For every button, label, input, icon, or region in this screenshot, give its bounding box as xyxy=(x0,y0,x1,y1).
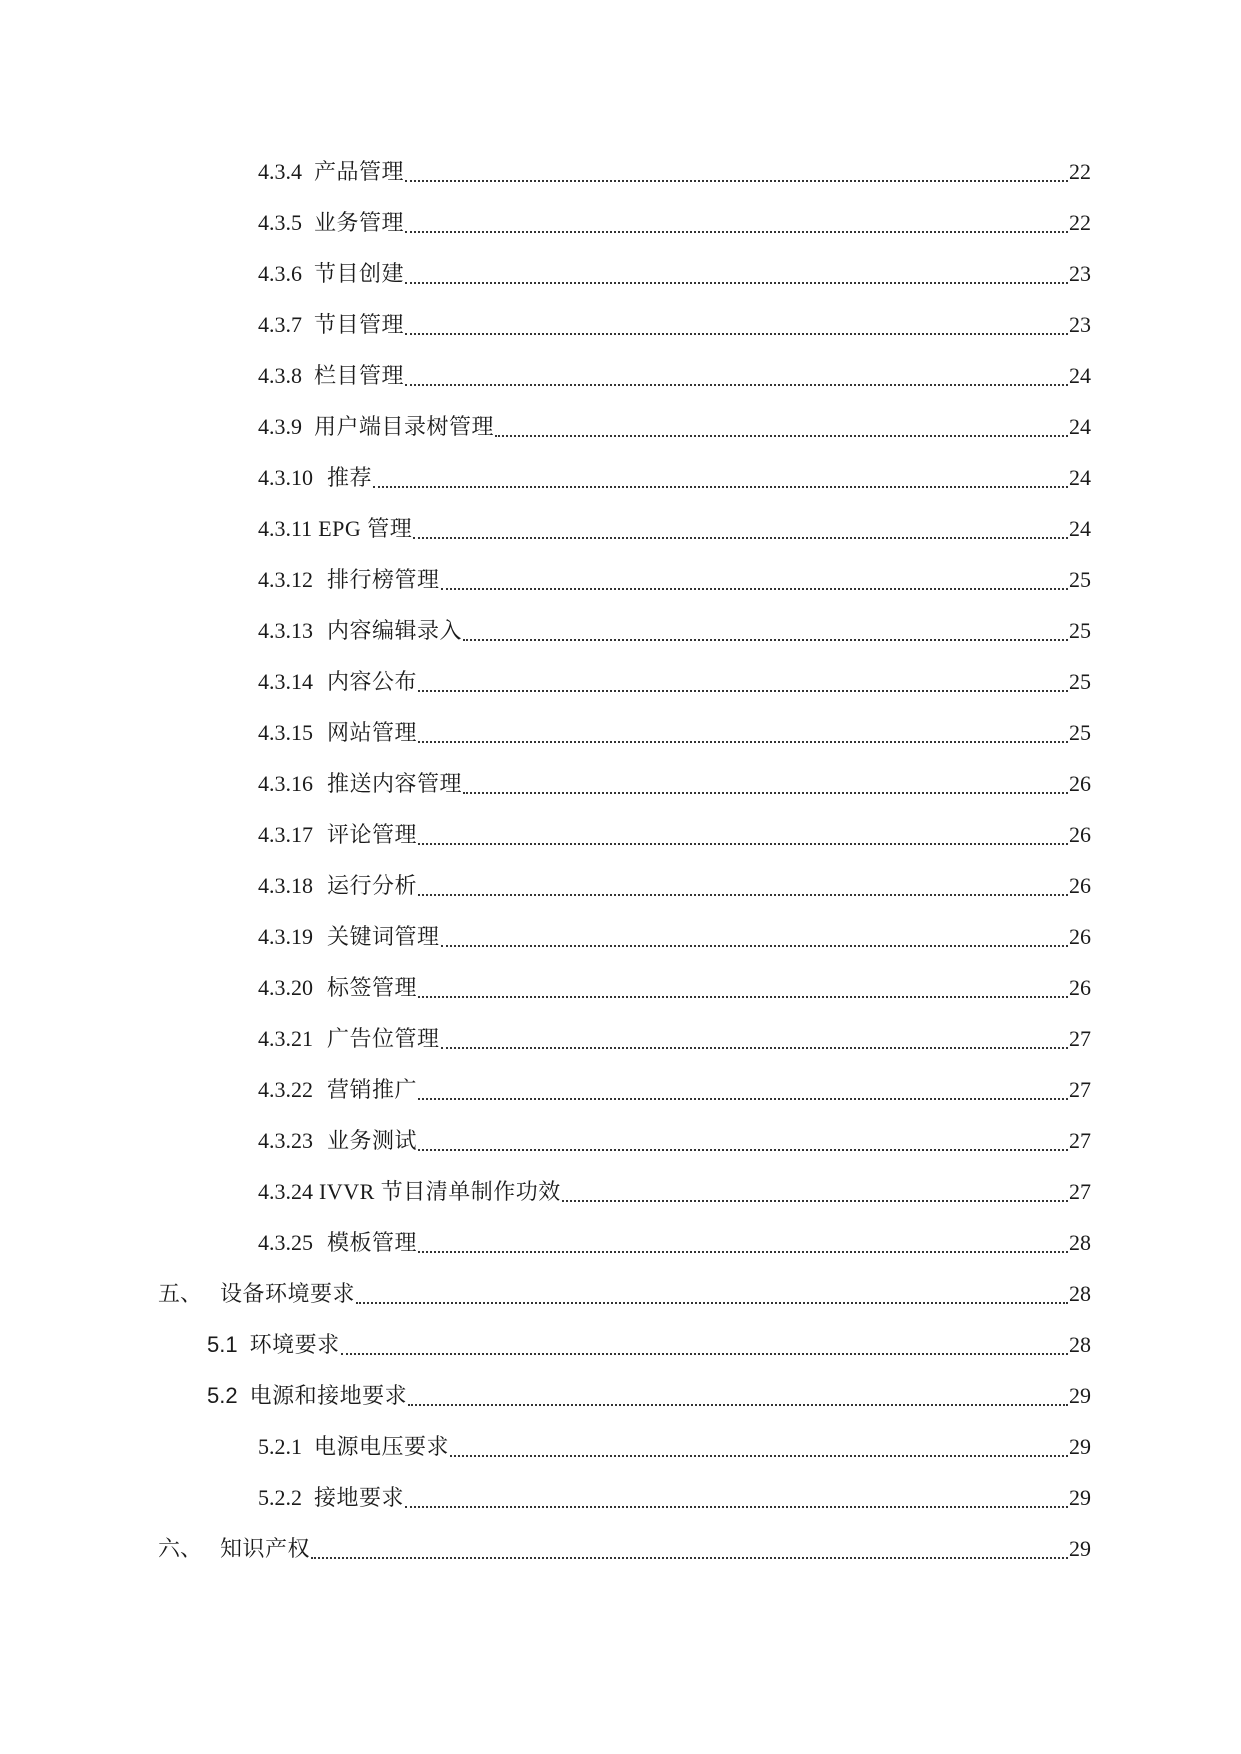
toc-entry[interactable] xyxy=(158,1534,1091,1564)
toc-entry-number: 4.3.25 xyxy=(258,1230,313,1255)
toc-dot-leader xyxy=(418,740,1068,743)
toc-dot-leader xyxy=(405,281,1068,284)
toc-entry-number: 4.3.10 xyxy=(258,465,313,490)
toc-entry-title: 网站管理 xyxy=(327,720,418,745)
toc-dot-leader xyxy=(418,842,1068,845)
toc-entry-title: 关键词管理 xyxy=(327,924,440,949)
toc-entry[interactable] xyxy=(258,1126,1091,1156)
toc-entry[interactable] xyxy=(258,412,1091,442)
toc-entry-number: 五、 xyxy=(158,1281,203,1306)
toc-entry-title: 运行分析 xyxy=(327,873,418,898)
toc-entry-number: 4.3.4 xyxy=(258,159,302,184)
toc-entry-page: 29 xyxy=(1069,1485,1091,1510)
toc-entry-title: 评论管理 xyxy=(327,822,418,847)
toc-entry-number: 4.3.8 xyxy=(258,363,302,388)
toc-entry-number: 4.3.13 xyxy=(258,618,313,643)
toc-entry-page: 25 xyxy=(1069,669,1091,694)
toc-entry-title: 环境要求 xyxy=(249,1332,340,1357)
toc-dot-leader xyxy=(441,587,1068,590)
toc-entry-page: 25 xyxy=(1069,618,1091,643)
toc-entry[interactable] xyxy=(258,871,1091,901)
toc-entry[interactable] xyxy=(258,769,1091,799)
toc-entry-title: 栏目管理 xyxy=(314,363,405,388)
toc-dot-leader xyxy=(408,1403,1068,1406)
toc-entry[interactable] xyxy=(258,208,1091,238)
toc-entry[interactable] xyxy=(158,1279,1091,1309)
toc-entry-page: 27 xyxy=(1069,1026,1091,1051)
toc-entry[interactable] xyxy=(258,1228,1091,1258)
toc-entry-title: 推送内容管理 xyxy=(327,771,463,796)
toc-entry[interactable] xyxy=(258,259,1091,289)
toc-dot-leader xyxy=(413,536,1068,539)
toc-dot-leader xyxy=(418,1097,1068,1100)
toc-entry-title: EPG 管理 xyxy=(318,516,413,541)
toc-entry[interactable] xyxy=(258,463,1091,493)
toc-dot-leader xyxy=(356,1301,1068,1304)
toc-dot-leader xyxy=(418,893,1068,896)
toc-entry-number: 4.3.16 xyxy=(258,771,313,796)
toc-entry-page: 27 xyxy=(1069,1179,1091,1204)
toc-entry-number: 5.2 xyxy=(207,1383,238,1408)
toc-dot-leader xyxy=(441,944,1068,947)
toc-entry[interactable] xyxy=(258,820,1091,850)
toc-entry-page: 24 xyxy=(1069,465,1091,490)
toc-entry-number: 4.3.20 xyxy=(258,975,313,1000)
toc-entry-number: 4.3.18 xyxy=(258,873,313,898)
toc-dot-leader xyxy=(311,1556,1068,1559)
toc-entry[interactable] xyxy=(207,1330,1091,1360)
toc-entry-page: 29 xyxy=(1069,1383,1091,1408)
toc-entry[interactable] xyxy=(207,1381,1091,1411)
toc-entry-title: 内容编辑录入 xyxy=(327,618,463,643)
toc-entry[interactable] xyxy=(258,718,1091,748)
toc-dot-leader xyxy=(405,383,1068,386)
toc-entry-number: 4.3.6 xyxy=(258,261,302,286)
toc-dot-leader xyxy=(405,332,1068,335)
toc-entry-page: 26 xyxy=(1069,822,1091,847)
toc-entry[interactable] xyxy=(258,1075,1091,1105)
toc-dot-leader xyxy=(450,1454,1068,1457)
toc-entry-page: 28 xyxy=(1069,1332,1091,1357)
toc-entry-page: 27 xyxy=(1069,1077,1091,1102)
toc-entry[interactable] xyxy=(258,1177,1091,1207)
toc-entry-title: 电源和接地要求 xyxy=(249,1383,408,1408)
toc-entry-number: 4.3.14 xyxy=(258,669,313,694)
toc-entry-title: 节目创建 xyxy=(314,261,405,286)
toc-entry-page: 28 xyxy=(1069,1230,1091,1255)
toc-entry-title: 设备环境要求 xyxy=(220,1281,356,1306)
toc-entry[interactable] xyxy=(258,1432,1091,1462)
toc-entry-number: 4.3.19 xyxy=(258,924,313,949)
toc-dot-leader xyxy=(562,1199,1068,1202)
toc-entry-title: 内容公布 xyxy=(327,669,418,694)
toc-entry-page: 25 xyxy=(1069,720,1091,745)
toc-entry[interactable] xyxy=(258,973,1091,1003)
toc-entry[interactable] xyxy=(258,565,1091,595)
toc-entry-page: 22 xyxy=(1069,159,1091,184)
toc-entry-number: 4.3.11 xyxy=(258,516,313,541)
toc-entry-title: 推荐 xyxy=(327,465,373,490)
toc-entry[interactable] xyxy=(258,361,1091,391)
toc-dot-leader xyxy=(441,1046,1068,1049)
toc-entry-title: 电源电压要求 xyxy=(314,1434,450,1459)
toc-dot-leader xyxy=(463,791,1068,794)
toc-entry-number: 六、 xyxy=(158,1536,203,1561)
toc-dot-leader xyxy=(405,179,1068,182)
toc-entry-title: 营销推广 xyxy=(327,1077,418,1102)
toc-dot-leader xyxy=(495,434,1068,437)
toc-dot-leader xyxy=(418,995,1068,998)
toc-entry-page: 24 xyxy=(1069,414,1091,439)
toc-entry-number: 4.3.22 xyxy=(258,1077,313,1102)
toc-entry-number: 4.3.21 xyxy=(258,1026,313,1051)
toc-entry[interactable] xyxy=(258,922,1091,952)
toc-entry-page: 27 xyxy=(1069,1128,1091,1153)
toc-dot-leader xyxy=(418,689,1068,692)
toc-entry-title: 接地要求 xyxy=(314,1485,405,1510)
toc-entry-number: 4.3.7 xyxy=(258,312,302,337)
toc-entry-page: 29 xyxy=(1069,1536,1091,1561)
toc-entry[interactable] xyxy=(258,667,1091,697)
toc-dot-leader xyxy=(373,485,1068,488)
toc-dot-leader xyxy=(405,230,1068,233)
toc-entry-number: 5.2.2 xyxy=(258,1485,302,1510)
toc-entry-title: 用户端目录树管理 xyxy=(314,414,495,439)
toc-entry-title: 节目管理 xyxy=(314,312,405,337)
toc-entry-title: 模板管理 xyxy=(327,1230,418,1255)
toc-entry-page: 26 xyxy=(1069,975,1091,1000)
toc-entry[interactable] xyxy=(258,1483,1091,1513)
toc-entry-number: 4.3.24 xyxy=(258,1179,313,1204)
toc-entry-title: 业务管理 xyxy=(314,210,405,235)
toc-entry-number: 4.3.23 xyxy=(258,1128,313,1153)
toc-dot-leader xyxy=(405,1505,1068,1508)
toc-entry-page: 29 xyxy=(1069,1434,1091,1459)
toc-entry-title: IVVR 节目清单制作功效 xyxy=(319,1179,561,1204)
toc-entry-page: 28 xyxy=(1069,1281,1091,1306)
toc-dot-leader xyxy=(418,1250,1068,1253)
toc-entry-number: 4.3.15 xyxy=(258,720,313,745)
toc-entry-page: 24 xyxy=(1069,363,1091,388)
toc-entry-page: 25 xyxy=(1069,567,1091,592)
toc-dot-leader xyxy=(418,1148,1068,1151)
toc-entry-title: 排行榜管理 xyxy=(327,567,440,592)
toc-entry-number: 4.3.5 xyxy=(258,210,302,235)
toc-entry-title: 标签管理 xyxy=(327,975,418,1000)
toc-entry-page: 23 xyxy=(1069,261,1091,286)
toc-entry[interactable] xyxy=(258,1024,1091,1054)
toc-entry-number: 4.3.12 xyxy=(258,567,313,592)
toc-entry-page: 26 xyxy=(1069,771,1091,796)
toc-entry-page: 26 xyxy=(1069,873,1091,898)
toc-entry[interactable] xyxy=(258,616,1091,646)
toc-entry[interactable] xyxy=(258,310,1091,340)
toc-entry-page: 23 xyxy=(1069,312,1091,337)
toc-dot-leader xyxy=(341,1352,1068,1355)
toc-entry-page: 22 xyxy=(1069,210,1091,235)
toc-entry-title: 产品管理 xyxy=(314,159,405,184)
toc-entry-title: 广告位管理 xyxy=(327,1026,440,1051)
toc-entry-page: 24 xyxy=(1069,516,1091,541)
toc-entry-number: 5.2.1 xyxy=(258,1434,302,1459)
toc-dot-leader xyxy=(463,638,1068,641)
toc-entry-page: 26 xyxy=(1069,924,1091,949)
toc-entry-title: 业务测试 xyxy=(327,1128,418,1153)
toc-entry-number: 4.3.9 xyxy=(258,414,302,439)
toc-entry[interactable] xyxy=(258,157,1091,187)
toc-entry-number: 5.1 xyxy=(207,1332,238,1357)
toc-entry-number: 4.3.17 xyxy=(258,822,313,847)
toc-entry-title: 知识产权 xyxy=(220,1536,311,1561)
toc-entry[interactable] xyxy=(258,514,1091,544)
